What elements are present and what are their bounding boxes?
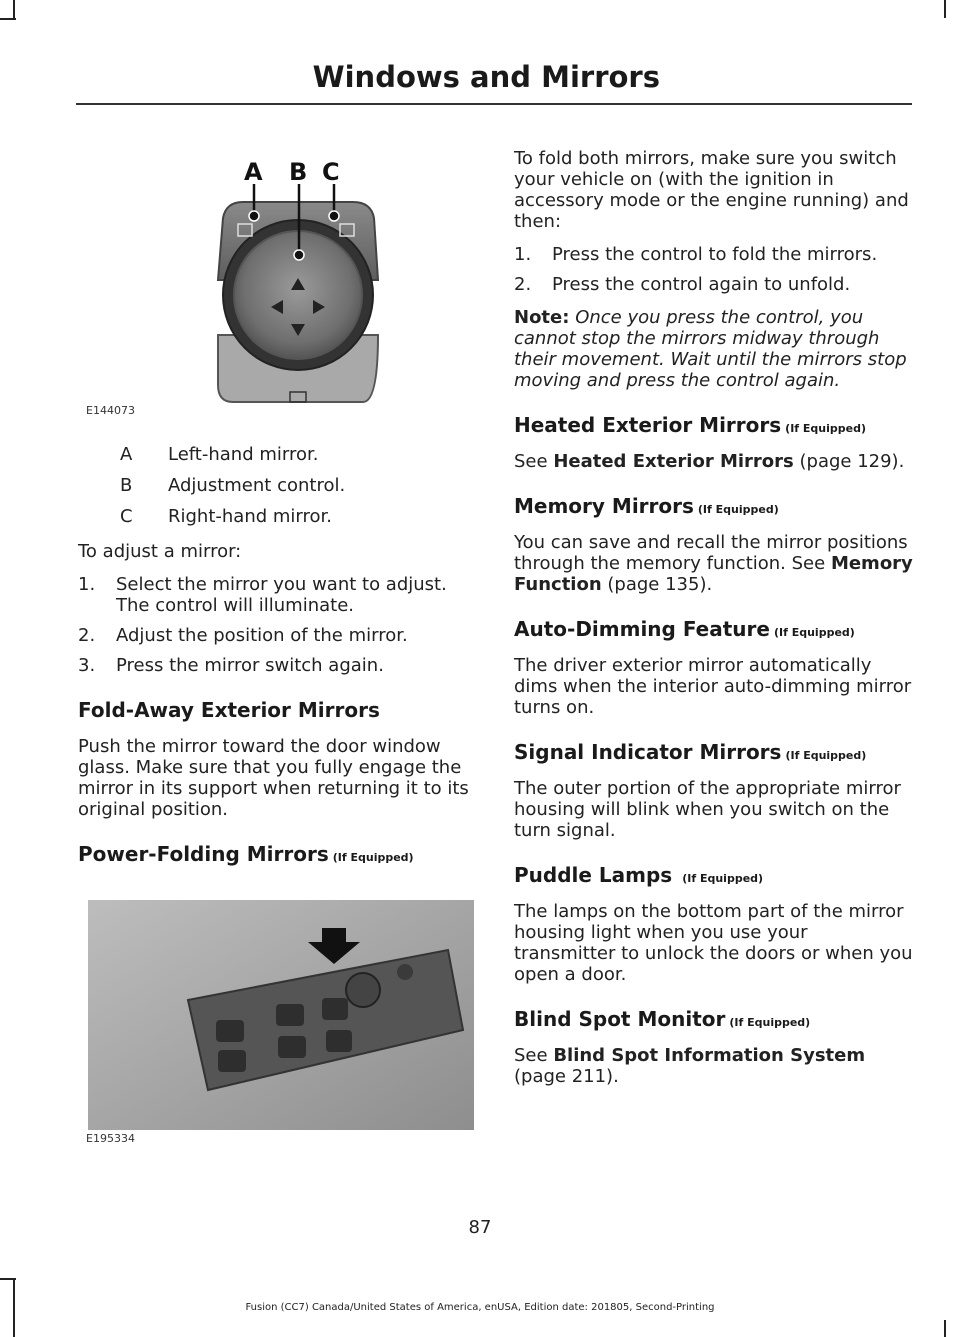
blind-spot-ref: See Blind Spot Information System (page 211).: [514, 1045, 866, 1087]
crop-mark-bottom-left-h: [0, 1278, 16, 1280]
legend-text: Adjustment control.: [168, 475, 346, 496]
blind-spot-link[interactable]: Blind Spot Information System: [553, 1045, 866, 1066]
signal-text: The outer portion of the appropriate mirror housing will blink when you switch on the turn signal.: [514, 778, 901, 841]
page-number: 87: [468, 1217, 492, 1238]
door-switch-figure: [78, 880, 478, 1150]
fold-both-steps: [514, 244, 914, 295]
page-title: Windows and Mirrors: [312, 60, 660, 94]
legend: [78, 444, 478, 527]
list-item: 1. Select the mirror you want to adjust. The control will illuminate.: [78, 574, 447, 616]
crop-mark-top-left-v: [13, 0, 15, 18]
fold-both-intro: To fold both mirrors, make sure you switch your vehicle on (with the ignition in accessory mode or the engine running) and then:: [514, 148, 909, 232]
legend-row: [78, 506, 478, 527]
list-item: 1. Press the control to fold the mirrors.: [514, 244, 878, 265]
callout-c: C: [322, 158, 340, 186]
crop-mark-bottom-right-v: [944, 1320, 946, 1337]
fold-away-text: Push the mirror toward the door window glass. Make sure that you fully engage the mirror in its support when returning it to its original position.: [78, 736, 469, 820]
heated-ref: See Heated Exterior Mirrors (page 129).: [514, 451, 905, 472]
list-item: 3. Press the mirror switch again.: [78, 655, 384, 676]
auto-dim-text: The driver exterior mirror automatically dims when the interior auto-dimming mirror turns on.: [514, 655, 912, 718]
mirror-control-illustration: [78, 140, 478, 422]
power-folding-heading: Power-Folding Mirrors (If Equipped): [78, 842, 414, 866]
callout-b: B: [289, 158, 308, 186]
note-label: Note:: [514, 307, 570, 328]
puddle-heading: Puddle Lamps (If Equipped): [514, 863, 764, 887]
memory-text: You can save and recall the mirror positions through the memory function. See Memory Function (page 135).: [514, 532, 913, 595]
legend-row: [78, 475, 478, 496]
note-text: Once you press the control, you cannot stop the mirrors midway through their movement. Wait until the mirrors stop moving and press the control again.: [514, 307, 907, 391]
legend-text: Right-hand mirror.: [168, 506, 332, 527]
legend-key: A: [120, 444, 133, 465]
memory-heading: Memory Mirrors (If Equipped): [514, 494, 779, 518]
puddle-text: The lamps on the bottom part of the mirror housing light when you use your transmitter to unlock the doors or when you open a door.: [514, 901, 913, 985]
adjust-intro: To adjust a mirror:: [78, 541, 242, 562]
figure-id: E195334: [86, 1132, 135, 1145]
legend-key: C: [120, 506, 133, 527]
door-switch-photo: [78, 880, 478, 1150]
legend-key: B: [120, 475, 133, 496]
legend-text: Left-hand mirror.: [168, 444, 319, 465]
legend-row: [78, 444, 478, 465]
auto-dim-heading: Auto-Dimming Feature (If Equipped): [514, 617, 855, 641]
right-column: [514, 148, 914, 1099]
heated-heading: Heated Exterior Mirrors (If Equipped): [514, 413, 867, 437]
edition-line: Fusion (CC7) Canada/United States of America, enUSA, Edition date: 201805, Second-Printing: [245, 1302, 715, 1313]
signal-heading: Signal Indicator Mirrors (If Equipped): [514, 740, 867, 764]
list-item: 2. Adjust the position of the mirror.: [78, 625, 408, 646]
figure-id: E144073: [86, 404, 135, 417]
note: [514, 307, 914, 391]
crop-mark-top-right-v: [944, 0, 946, 18]
crop-mark-top-left-h: [0, 18, 16, 20]
mirror-control-figure: [78, 140, 478, 422]
header-rule: [76, 103, 912, 105]
heated-link[interactable]: Heated Exterior Mirrors: [553, 451, 794, 472]
list-item: 2. Press the control again to unfold.: [514, 274, 851, 295]
blind-spot-heading: Blind Spot Monitor (If Equipped): [514, 1007, 811, 1031]
memory-link[interactable]: Memory Function: [514, 553, 913, 595]
left-column: [78, 140, 478, 1150]
fold-away-heading: Fold-Away Exterior Mirrors: [78, 698, 380, 722]
adjust-steps: [78, 574, 478, 676]
callout-a: A: [244, 158, 263, 186]
